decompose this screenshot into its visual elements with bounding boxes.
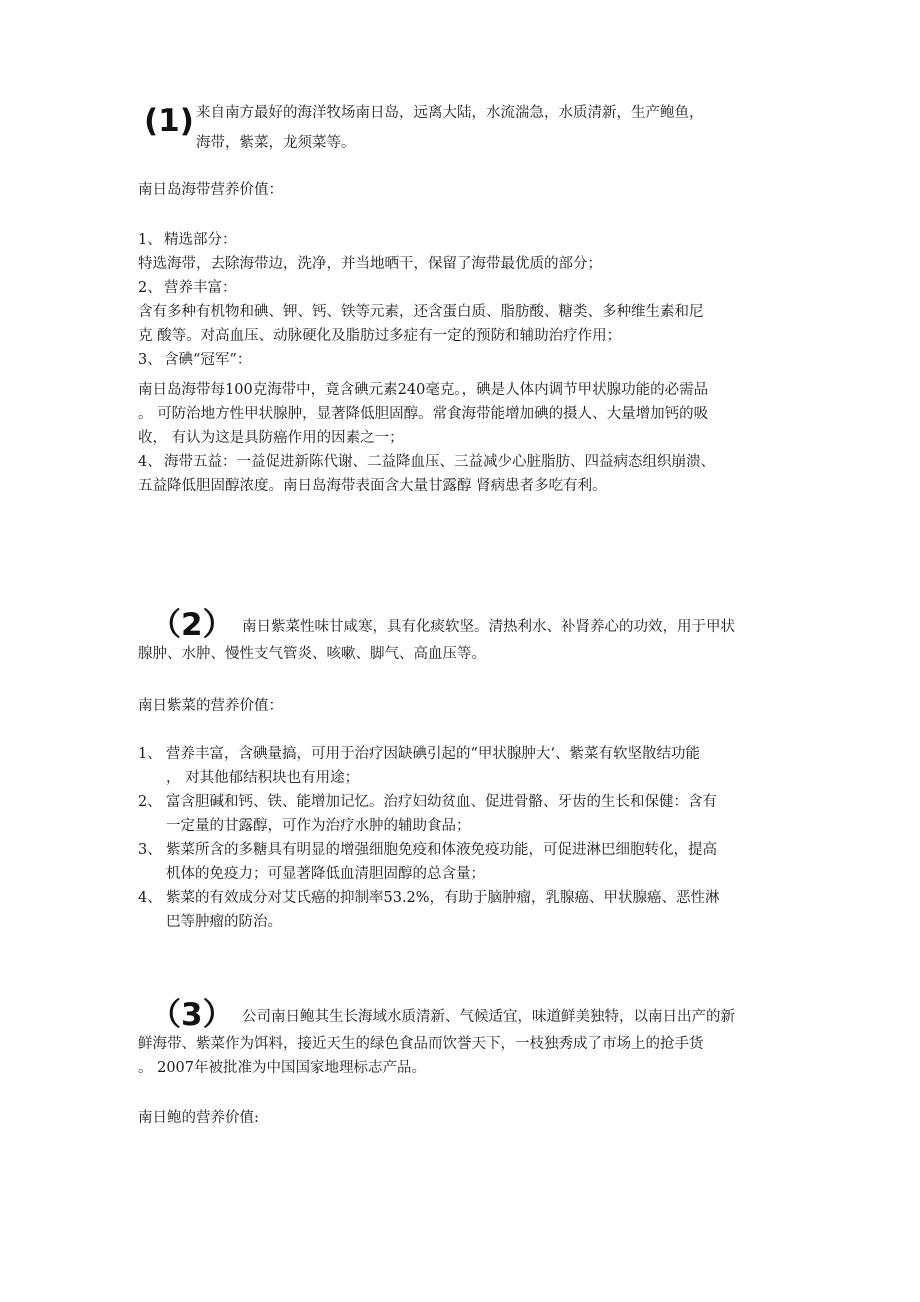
section-2-marker: （2） [150,607,234,643]
item-line: 紫菜所含的多糖具有明显的增强细胞免疫和体液免疫功能，可促进淋巴细胞转化，提高 [166,842,717,858]
item-number: 1、 [138,232,162,248]
list-item-title [138,228,790,252]
item-line: 富含胆碱和钙、铁、能增加记忆。治疗妇幼贫血、促进骨骼、牙齿的生长和保健：含有 [166,794,717,810]
item-text [166,742,790,790]
section-3-marker: （3） [150,997,234,1033]
item-line: 一定量的甘露醇，可作为治疗水肿的辅助食品； [166,818,471,834]
intro-line: 。 2007年被批准为中国国家地理标志产品。 [138,1060,427,1076]
intro-line: 来自南方最好的海洋牧场南日岛，远离大陆，水流湍急，水质清新，生产鲍鱼， [196,105,704,121]
item-number: 3、 [138,352,162,368]
list-item [138,790,790,838]
list-item-body: 特选海带，去除海带边，洗净，并当地晒干，保留了海带最优质的部分； [138,256,602,272]
section-1-heading: 南日岛海带营养价值： [138,182,283,198]
item-line: 机体的免疫力；可显著降低血清胆固醇的总含量； [166,866,485,882]
list-item [138,742,790,790]
item-line: 紫菜的有效成分对艾氏癌的抑制率53.2%，有助于脑肿瘤，乳腺癌、甲状腺癌、恶性淋 [166,890,720,906]
section-3-heading: 南日鲍的营养价值: [138,1110,259,1126]
intro-line: 鲜海带、紫菜作为饵料，接近天生的绿色食品而饮誉天下，一枝独秀成了市场上的抢手货 [138,1036,704,1052]
list-item-body: 五益降低胆固醇浓度。南日岛海带表面含大量甘露醇 肾病患者多吃有利。 [138,478,607,494]
list-item-title [138,348,790,372]
section-2-list [138,742,790,934]
section-1-list [138,228,790,498]
list-item-title [138,450,790,474]
item-text [166,886,790,934]
item-number: 4、 [138,454,162,470]
item-line: ， 对其他郁结积块也有用途； [166,770,360,786]
section-2-intro [138,608,790,666]
list-item-body: 。 可防治地方性甲状腺肿，显著降低胆固醇。常食海带能增加碘的摄人、大量增加钙的吸 [138,406,709,422]
section-1-intro-text [196,98,790,158]
item-text [166,838,790,886]
intro-line: 南日紫菜性味甘咸寒，具有化痰软坚。清热利水、补肾养心的功效，用于甲状 [242,619,735,635]
list-item-body: 克 酸等。对高血压、动脉硬化及脂肪过多症有一定的预防和辅助治疗作用； [138,328,622,344]
list-item [138,838,790,886]
list-item-title [138,276,790,300]
section-2-heading: 南日紫菜的营养价值： [138,698,283,714]
list-item-body: 收， 有认为这是具防癌作用的因素之一； [138,430,404,446]
item-number: 3、 [138,842,162,858]
intro-line: 公司南日鲍其生长海域水质清新、气候适宜，味道鲜美独特，以南日出产的新 [242,1009,735,1025]
item-number: 2、 [138,280,162,296]
intro-line: 腺肿、水肿、慢性支气管炎、咳嗽、脚气、高血压等。 [138,646,486,662]
intro-line: 海带，紫菜，龙须菜等。 [196,135,356,151]
item-title: 营养丰富： [164,280,237,296]
intro-first-line [138,608,790,642]
item-number: 2、 [138,794,162,810]
item-title: 海带五益：一益促进新陈代谢、二益降血压、三益减少心脏脂肪、四益病态组织崩溃、 [164,454,715,470]
item-title: 含碘“冠军”： [164,352,252,368]
item-text [166,790,790,838]
item-line: 营养丰富，含碘量搞，可用于治疗因缺碘引起的“甲状腺肿大‘、紫菜有软坚散结功能 [166,746,701,762]
item-number: 1、 [138,746,162,762]
list-item [138,886,790,934]
list-item-body: 南日岛海带每100克海带中，竟含碘元素240毫克。，碘是人体内调节甲状腺功能的必需品 [138,382,709,398]
list-item-body: 含有多种有机物和碘、钾、钙、铁等元素，还含蛋白质、脂肪酸、糖类、多种维生素和尼 [138,304,704,320]
section-3-intro [138,998,790,1080]
item-number: 4、 [138,890,162,906]
item-title: 精选部分： [164,232,237,248]
item-line: 巴等肿瘤的防治。 [166,914,282,930]
intro-first-line [138,998,790,1032]
section-1-marker: (1) [144,103,194,139]
